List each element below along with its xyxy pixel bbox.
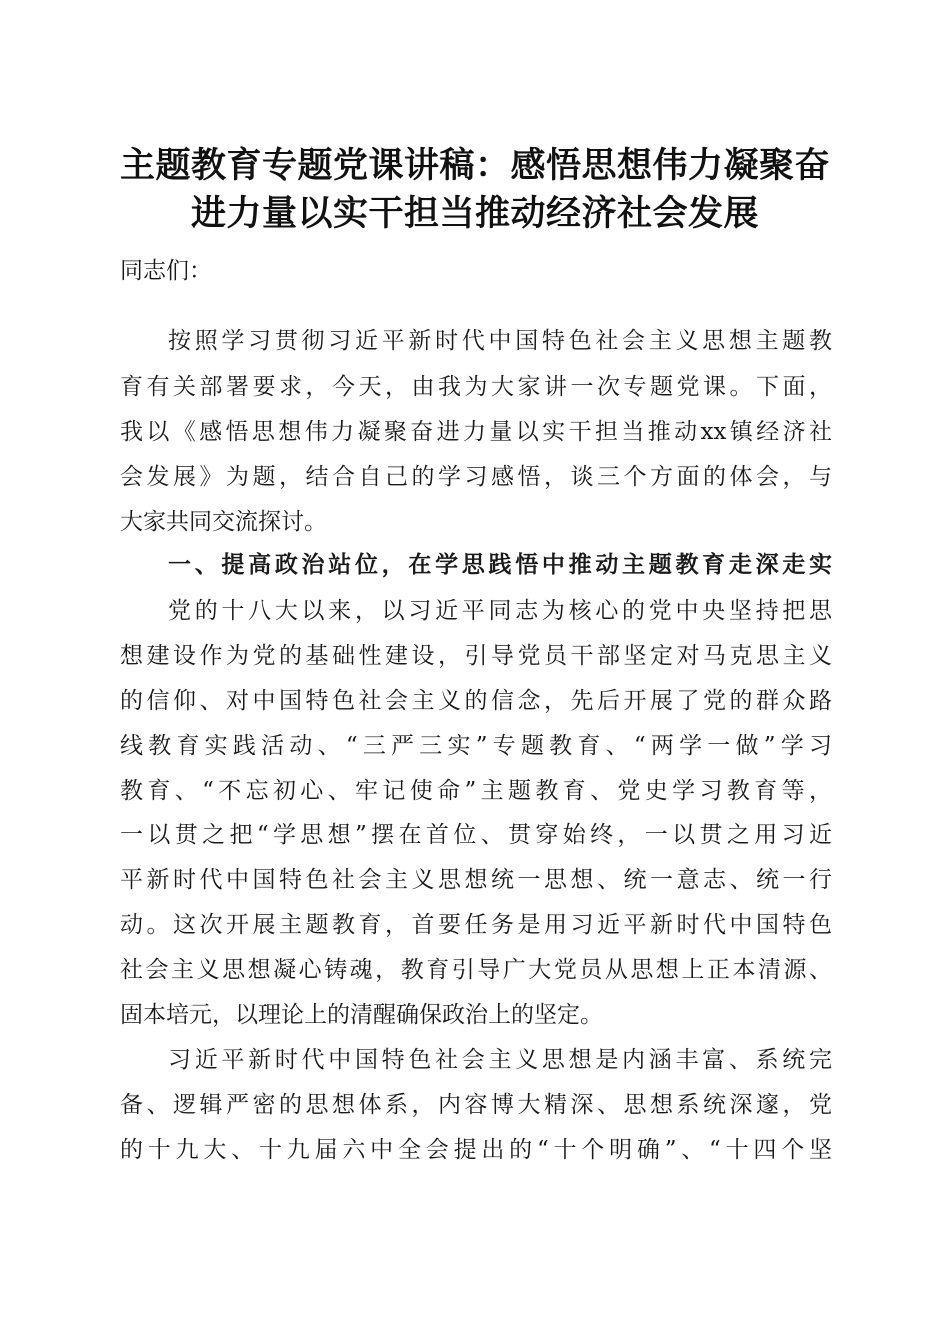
paragraph-2-line-2: 想建设作为党的基础性建设，引导党员干部坚定对马克思主义 [120,643,832,669]
document-title-line-1: 主题教育专题党课讲稿：感悟思想伟力凝聚奋 [119,145,830,186]
paragraph-1-line-2: 育有关部署要求，今天，由我为大家讲一次专题党课。下面， [120,374,832,400]
salutation: 同志们： [120,258,212,284]
paragraph-2-line-10: 固本培元，以理论上的清醒确保政治上的坚定。 [120,1002,603,1028]
paragraph-2-line-3: 的信仰、对中国特色社会主义的信念，先后开展了党的群众路 [120,688,832,714]
paragraph-1-line-1: 按照学习贯彻习近平新时代中国特色社会主义思想主题教 [168,328,832,354]
paragraph-3-line-3: 的十九大、十九届六中全会提出的“十个明确”、“十四个坚 [120,1137,832,1163]
document-title-line-2: 进力量以实干担当推动经济社会发展 [190,193,759,234]
section-heading-1: 一、提高政治站位，在学思践悟中推动主题教育走深走实 [168,552,832,578]
paragraph-2-line-6: 一以贯之把“学思想”摆在首位、贯穿始终，一以贯之用习近 [120,822,832,848]
paragraph-2-line-5: 教育、“不忘初心、牢记使命”主题教育、党史学习教育等， [120,778,832,804]
paragraph-3-line-1: 习近平新时代中国特色社会主义思想是内涵丰富、系统完 [168,1047,832,1073]
paragraph-2-line-9: 社会主义思想凝心铸魂，教育引导广大党员从思想上正本清源、 [120,957,832,983]
paragraph-3-line-2: 备、逻辑严密的思想体系，内容博大精深、思想系统深邃，党 [120,1092,832,1118]
paragraph-2-line-4: 线教育实践活动、“三严三实”专题教育、“两学一做”学习 [120,733,832,759]
paragraph-2-line-1: 党的十八大以来，以习近平同志为核心的党中央坚持把思 [168,598,832,624]
paragraph-2-line-7: 平新时代中国特色社会主义思想统一思想、统一意志、统一行 [120,867,832,893]
paragraph-1-line-3: 我以《感悟思想伟力凝聚奋进力量以实干担当推动xx镇经济社 [120,419,832,445]
paragraph-1-line-5: 大家共同交流探讨。 [120,509,327,535]
paragraph-1-line-4: 会发展》为题，结合自己的学习感悟，谈三个方面的体会，与 [120,464,832,490]
paragraph-2-line-8: 动。这次开展主题教育，首要任务是用习近平新时代中国特色 [120,912,832,938]
